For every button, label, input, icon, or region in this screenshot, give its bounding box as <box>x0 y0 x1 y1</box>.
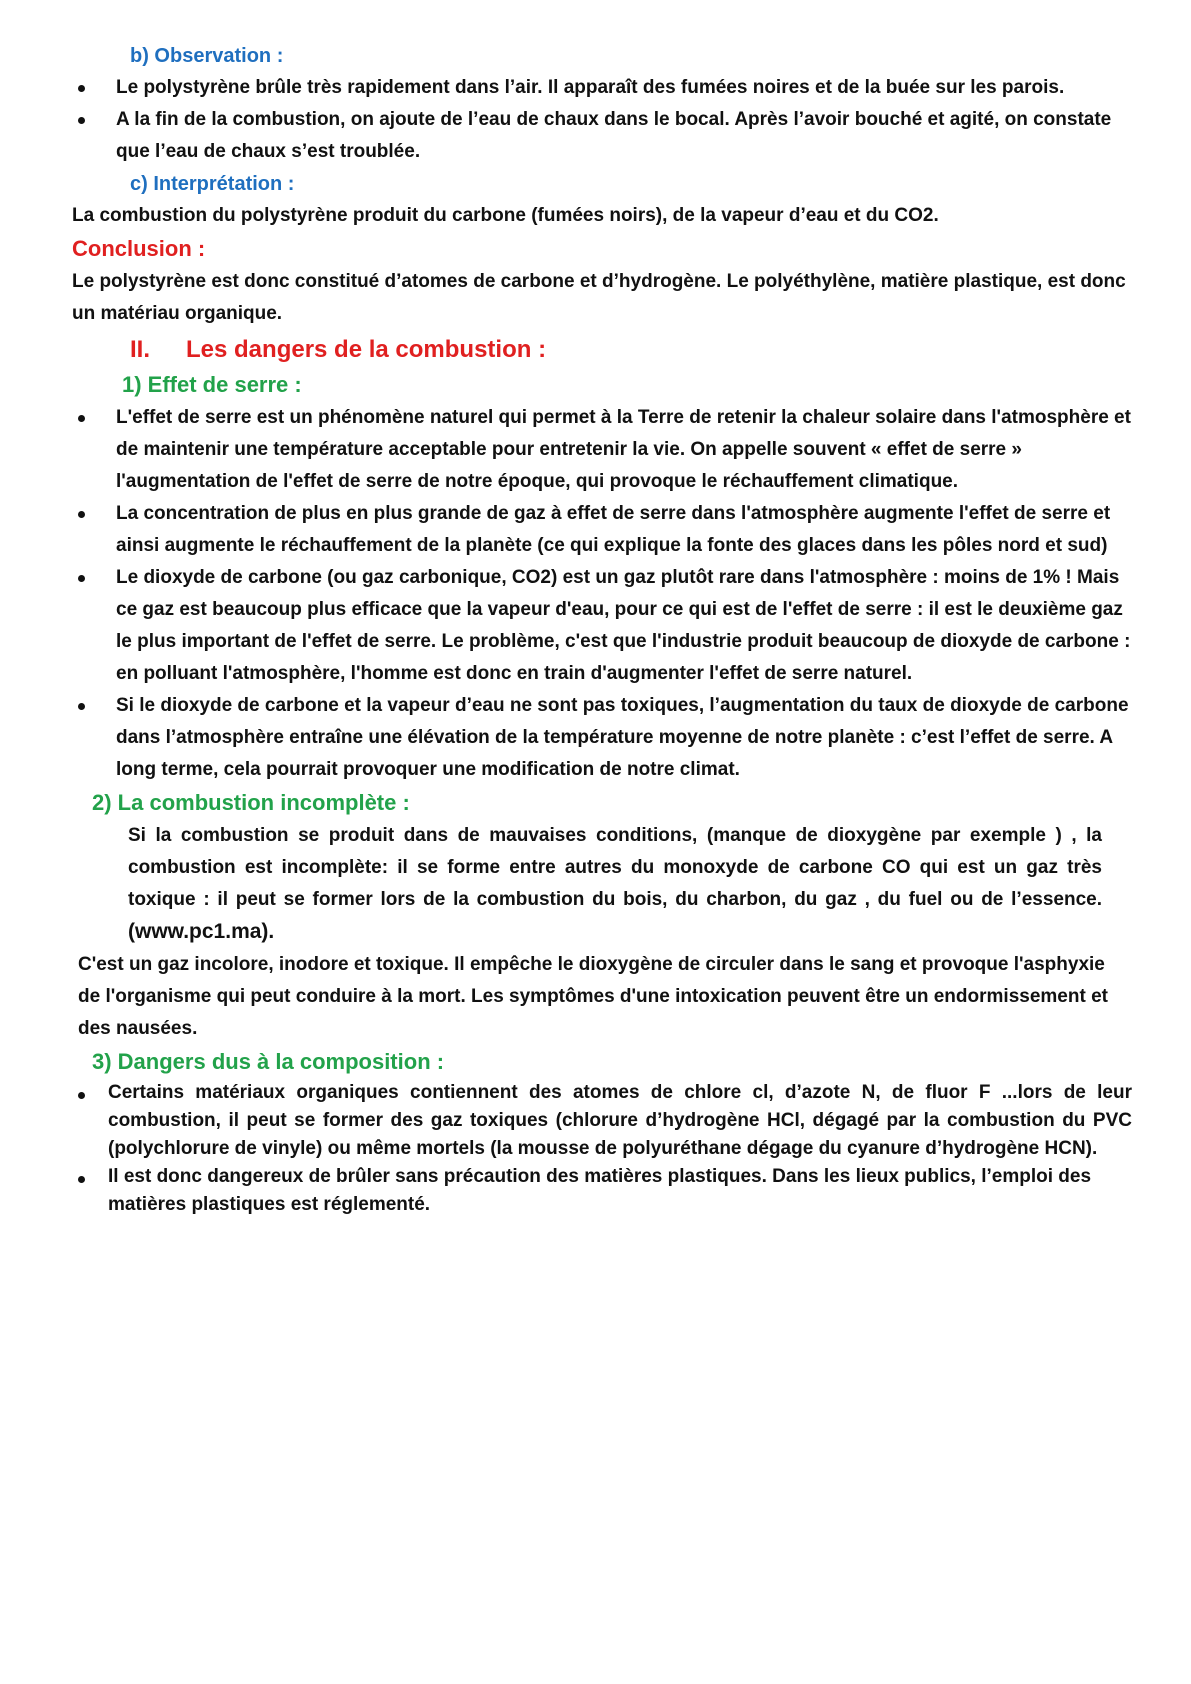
list-item: Si le dioxyde de carbone et la vapeur d’eau ne sont pas toxiques, l’augmentation du taux de dioxyde de carbone dans l’atmosphère entraîne une élévation de la température moyenne de notre planète : c’est l’effet de serre. A long terme, cela pourrait provoquer une modification de notre climat. <box>72 690 1132 786</box>
list-item: Le dioxyde de carbone (ou gaz carbonique, CO2) est un gaz plutôt rare dans l'atmosphère : moins de 1% ! Mais ce gaz est beaucoup plus efficace que la vapeur d'eau, pour ce qui est de l'effet de serre : il est le deuxième gaz le plus important de l'effet de serre. Le problème, c'est que l'industrie produit beaucoup de dioxyde de carbone : en polluant l'atmosphère, l'homme est donc en train d'augmenter l'effet de serre naturel. <box>72 562 1132 690</box>
section-heading <box>130 332 1132 368</box>
combustion-incomplete-paragraph <box>72 820 1132 949</box>
combustion-incomplete-text: Si la combustion se produit dans de mauvaises conditions, (manque de dioxygène par exemple ) , la combustion est incomplète: il se forme entre autres du monoxyde de carbone CO qui est un gaz très toxique : il peut se former lors de la combustion du bois, du charbon, du gaz , du fuel ou de l’essence. <box>128 825 1102 910</box>
interpretation-heading: c) Interprétation : <box>130 173 295 195</box>
effet-de-serre-heading: 1) Effet de serre : <box>122 372 302 397</box>
list-item: A la fin de la combustion, on ajoute de l’eau de chaux dans le bocal. Après l’avoir bouché et agité, on constate que l’eau de chaux s’est troublée. <box>72 104 1132 168</box>
document-page <box>72 40 1132 1219</box>
composition-heading: 3) Dangers dus à la composition : <box>92 1049 445 1074</box>
combustion-incomplete-heading: 2) La combustion incomplète : <box>92 790 410 815</box>
section-number: II. <box>130 336 151 363</box>
website-reference: (www.pc1.ma). <box>128 920 275 943</box>
list-item: L'effet de serre est un phénomène naturel qui permet à la Terre de retenir la chaleur solaire dans l'atmosphère et de maintenir une température acceptable pour entretenir la vie. On appelle souvent « effet de serre » l'augmentation de l'effet de serre de notre époque, qui provoque le réchauffement climatique. <box>72 402 1132 498</box>
list-item: La concentration de plus en plus grande de gaz à effet de serre dans l'atmosphère augmente l'effet de serre et ainsi augmente le réchauffement de la planète (ce qui explique la fonte des glaces dans les pôles nord et sud) <box>72 498 1132 562</box>
observation-heading: b) Observation : <box>130 45 284 67</box>
section-title: Les dangers de la combustion : <box>186 336 547 363</box>
interpretation-text: La combustion du polystyrène produit du carbone (fumées noirs), de la vapeur d’eau et du CO2. <box>72 205 939 226</box>
carbon-monoxide-paragraph: C'est un gaz incolore, inodore et toxique. Il empêche le dioxygène de circuler dans le sang et provoque l'asphyxie de l'organisme qui peut conduire à la mort. Les symptômes d'une intoxication peuvent être un endormissement et des nausées. <box>78 954 1108 1039</box>
conclusion-heading: Conclusion : <box>72 236 206 261</box>
list-item: Il est donc dangereux de brûler sans précaution des matières plastiques. Dans les lieux publics, l’emploi des matières plastiques est réglementé. <box>72 1163 1132 1219</box>
conclusion-text: Le polystyrène est donc constitué d’atomes de carbone et d’hydrogène. Le polyéthylène, matière plastique, est donc un matériau organique. <box>72 271 1126 324</box>
list-item: Le polystyrène brûle très rapidement dans l’air. Il apparaît des fumées noires et de la buée sur les parois. <box>72 72 1132 104</box>
list-item: Certains matériaux organiques contiennent des atomes de chlore cl, d’azote N, de fluor F ...lors de leur combustion, il peut se former des gaz toxiques (chlorure d’hydrogène HCl, dégagé par la combustion du PVC (polychlorure de vinyle) ou même mortels (la mousse de polyuréthane dégage du cyanure d’hydrogène HCN). <box>72 1079 1132 1163</box>
